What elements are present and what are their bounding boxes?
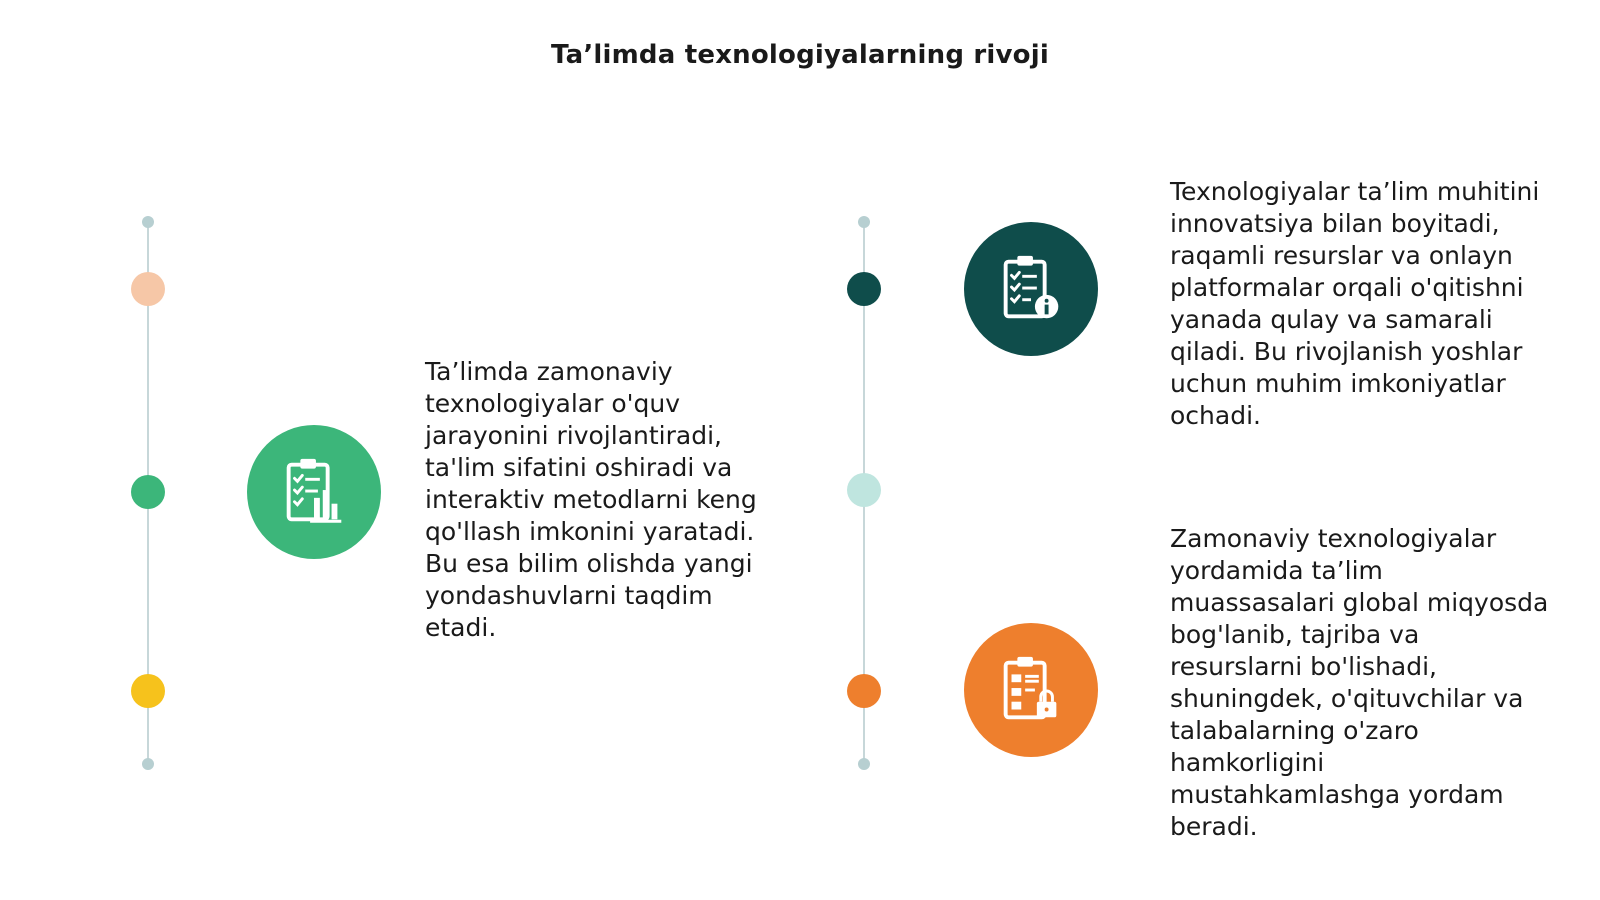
block-3-text: Zamonaviy texnologiyalar yordamida ta’lim muassasalari global miqyosda bog'lanib, tajriba va resurslarni bo'lishadi, shuningdek, o'qituvchilar va talabalarning o'zaro hamkorligini mustahkamlashga yordam beradi. [1170, 524, 1549, 841]
clipboard-lock-icon [992, 651, 1070, 729]
clipboard-chart-icon [275, 453, 353, 531]
clipboard-lock-badge [964, 623, 1098, 757]
left-node-peach [131, 272, 165, 306]
clipboard-info-badge [964, 222, 1098, 356]
clipboard-info-icon [992, 250, 1070, 328]
block-1-text: Ta’limda zamonaviy texnologiyalar o'quv jarayonini rivojlantiradi, ta'lim sifatini oshiradi va interaktiv metodlarni keng qo'llash imkonini yaratadi. Bu esa bilim olishda yangi yondashuvlarni taqdim etadi. [425, 357, 757, 642]
right-node-orange [847, 674, 881, 708]
page-title: Ta’limda texnologiyalarning rivoji [551, 40, 1049, 70]
left-timeline-start-dot [142, 216, 154, 228]
clipboard-chart-badge [247, 425, 381, 559]
left-node-yellow [131, 674, 165, 708]
block-2-text: Texnologiyalar ta’lim muhitini innovatsiya bilan boyitadi, raqamli resurslar va onlayn platformalar orqali o'qitishni yanada qulay va samarali qiladi. Bu rivojlanish yoshlar uchun muhim imkoniyatlar ochadi. [1170, 177, 1540, 430]
right-node-dark-teal [847, 272, 881, 306]
left-timeline-end-dot [142, 758, 154, 770]
left-node-green [131, 475, 165, 509]
right-timeline-start-dot [858, 216, 870, 228]
right-timeline-end-dot [858, 758, 870, 770]
right-node-light-teal [847, 473, 881, 507]
